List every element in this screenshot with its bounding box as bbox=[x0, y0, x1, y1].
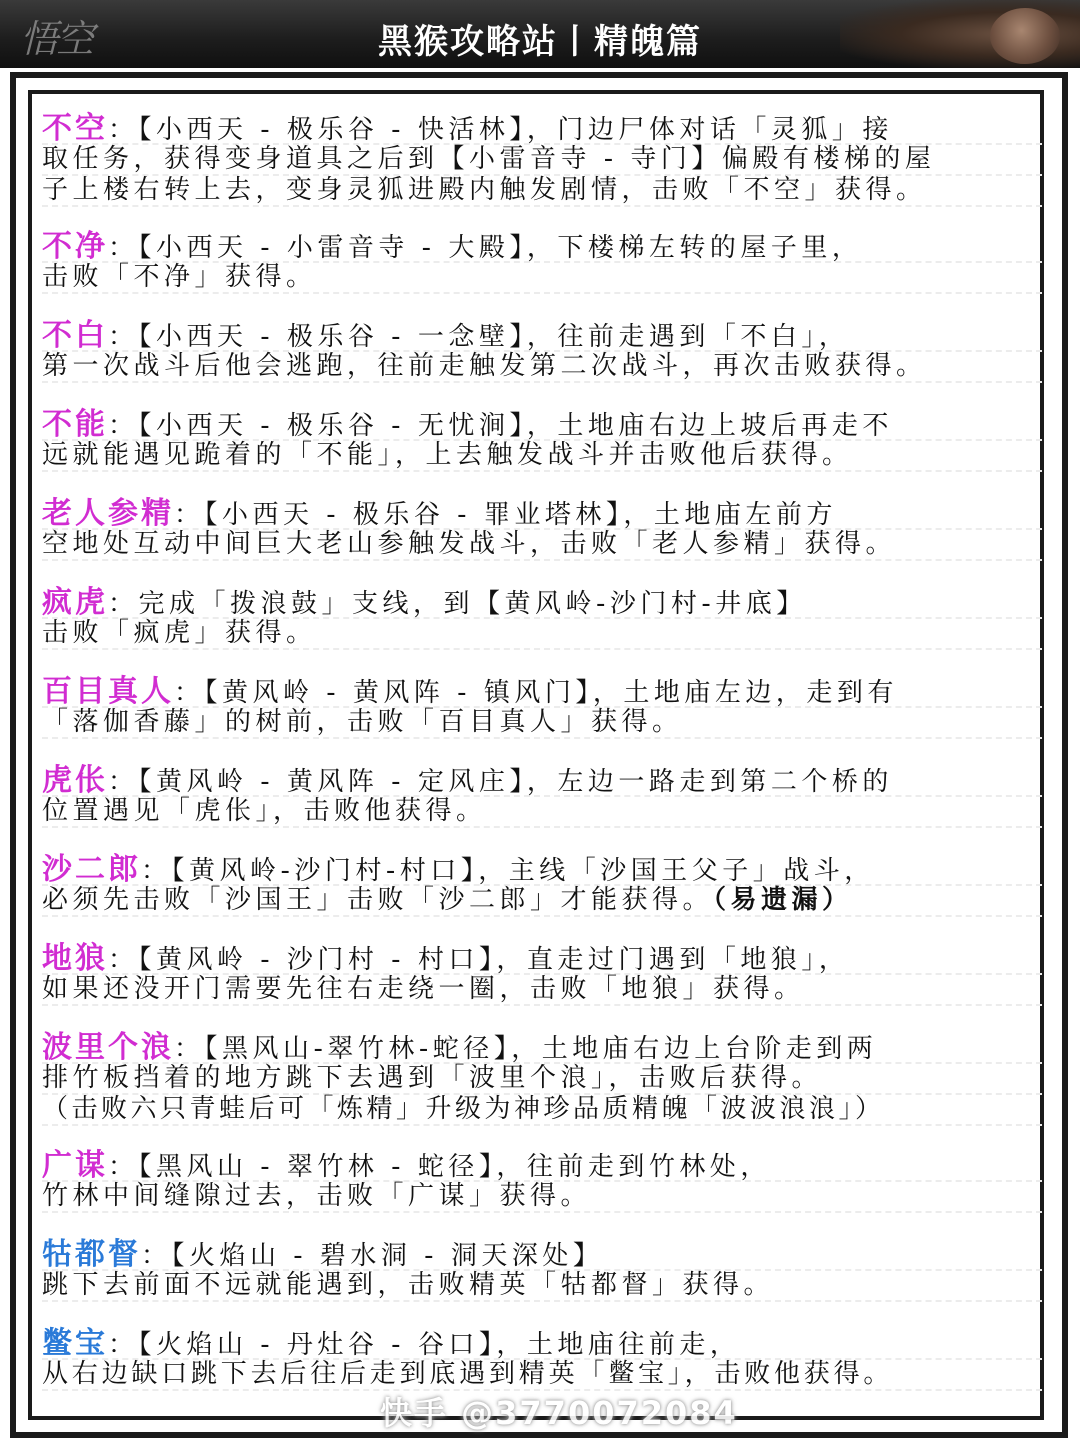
entry-line: 如果还没开门需要先往右走绕一圈，击败「地狼」获得。 bbox=[42, 975, 1042, 1006]
spirit-entry bbox=[42, 496, 1042, 561]
entry-line bbox=[42, 585, 1042, 620]
entry-line bbox=[42, 229, 1042, 264]
spirit-entry bbox=[42, 407, 1042, 472]
entry-text: ：【黑风山-翠竹林-蛇径】，土地庙右边上台阶走到两 bbox=[174, 1034, 878, 1064]
entry-text: ：【火焰山 - 碧水洞 - 洞天深处】 bbox=[141, 1241, 604, 1271]
entry-line bbox=[42, 941, 1042, 976]
spirit-name: 不空 bbox=[42, 111, 108, 146]
spirit-entry bbox=[42, 229, 1042, 294]
spirit-entry bbox=[42, 674, 1042, 739]
entry-text: ：【黄风岭 - 黄风阵 - 镇风门】，土地庙左边，走到有 bbox=[174, 678, 898, 708]
spirit-entry bbox=[42, 852, 1042, 917]
entry-text: ：【小西天 - 极乐谷 - 一念壁】，往前走遇到「不白」， bbox=[108, 322, 850, 352]
entry-text: ：【黑风山 - 翠竹林 - 蛇径】，往前走到竹林处， bbox=[108, 1152, 771, 1182]
spirit-entry bbox=[42, 1148, 1042, 1213]
spirit-name: 波里个浪 bbox=[42, 1030, 174, 1065]
game-logo: 悟空 bbox=[20, 17, 93, 61]
spirit-name: 不净 bbox=[42, 229, 108, 264]
spirit-name: 沙二郎 bbox=[42, 852, 141, 887]
entry-line bbox=[42, 318, 1042, 353]
entry-line: 子上楼右转上去，变身灵狐进殿内触发剧情，击败「不空」获得。 bbox=[42, 176, 1042, 207]
spirit-name: 虎伥 bbox=[42, 763, 108, 798]
entry-line bbox=[42, 674, 1042, 709]
entry-text: ：【火焰山 - 丹灶谷 - 谷口】，土地庙往前走， bbox=[108, 1330, 741, 1360]
entry-line bbox=[42, 1148, 1042, 1183]
entry-line bbox=[42, 852, 1042, 887]
entry-line: （击败六只青蛙后可「炼精」升级为神珍品质精魄「波波浪浪」） bbox=[42, 1095, 1042, 1126]
entry-line: 击败「疯虎」获得。 bbox=[42, 619, 1042, 650]
entry-text: ：【小西天 - 极乐谷 - 罪业塔林】，土地庙左前方 bbox=[174, 500, 837, 530]
entry-line: 排竹板挡着的地方跳下去遇到「波里个浪」，击败后获得。 bbox=[42, 1064, 1042, 1095]
spirit-entry bbox=[42, 1326, 1042, 1391]
spirit-entry bbox=[42, 585, 1042, 650]
entry-line: 空地处互动中间巨大老山参触发战斗，击败「老人参精」获得。 bbox=[42, 530, 1042, 561]
entry-line bbox=[42, 496, 1042, 531]
entry-text: ：【小西天 - 极乐谷 - 无忧涧】，土地庙右边上坡后再走不 bbox=[108, 411, 893, 441]
entry-line: 竹林中间缝隙过去，击败「广谋」获得。 bbox=[42, 1182, 1042, 1213]
missable-note: （易遗漏） bbox=[713, 885, 853, 915]
spirit-entry bbox=[42, 1030, 1042, 1126]
entry-text: ：【黄风岭-沙门村-村口】，主线「沙国王父子」战斗， bbox=[141, 856, 875, 886]
entry-line: 从右边缺口跳下去后往后走到底遇到精英「鳖宝」，击败他获得。 bbox=[42, 1360, 1042, 1391]
entry-text: ：【小西天 - 极乐谷 - 快活林】，门边尸体对话「灵狐」接 bbox=[108, 115, 893, 145]
entry-text: ：完成「拨浪鼓」支线，到【黄风岭-沙门村-井底】 bbox=[108, 589, 807, 619]
spirit-name: 疯虎 bbox=[42, 585, 108, 620]
entry-line bbox=[42, 1030, 1042, 1065]
monkey-portrait-image bbox=[840, 0, 1080, 68]
spirit-entry bbox=[42, 763, 1042, 828]
header-banner bbox=[0, 0, 1080, 68]
entry-line bbox=[42, 1237, 1042, 1272]
entry-line: 远就能遇见跪着的「不能」，上去触发战斗并击败他后获得。 bbox=[42, 441, 1042, 472]
entry-line bbox=[42, 763, 1042, 798]
spirit-name: 百目真人 bbox=[42, 674, 174, 709]
spirit-name: 地狼 bbox=[42, 941, 108, 976]
spirit-entry bbox=[42, 1237, 1042, 1302]
entry-line: 第一次战斗后他会逃跑，往前走触发第二次战斗，再次击败获得。 bbox=[42, 352, 1042, 383]
spirit-name: 不能 bbox=[42, 407, 108, 442]
entry-line bbox=[42, 111, 1042, 146]
platform-watermark: 快手 @3770072084 bbox=[380, 1394, 738, 1432]
entry-line: 「落伽香藤」的树前，击败「百目真人」获得。 bbox=[42, 708, 1042, 739]
spirit-name: 广谋 bbox=[42, 1148, 108, 1183]
entry-text: ：【黄风岭 - 沙门村 - 村口】，直走过门遇到「地狼」， bbox=[108, 945, 850, 975]
entry-line: 跳下去前面不远就能遇到，击败精英「牯都督」获得。 bbox=[42, 1271, 1042, 1302]
spirit-entry bbox=[42, 941, 1042, 1006]
entry-text: ：【小西天 - 小雷音寺 - 大殿】，下楼梯左转的屋子里， bbox=[108, 233, 863, 263]
spirit-name: 鳖宝 bbox=[42, 1326, 108, 1361]
entry-line bbox=[42, 407, 1042, 442]
entry-text: 必须先击败「沙国王」击败「沙二郎」才能获得。 bbox=[42, 885, 714, 915]
entry-line bbox=[42, 1326, 1042, 1361]
entry-text: ：【黄风岭 - 黄风阵 - 定风庄】，左边一路走到第二个桥的 bbox=[108, 767, 893, 797]
page-title: 黑猴攻略站丨精魄篇 bbox=[378, 22, 702, 62]
entry-line: 位置遇见「虎伥」，击败他获得。 bbox=[42, 797, 1042, 828]
spirit-name: 不白 bbox=[42, 318, 108, 353]
entry-line: 取任务，获得变身道具之后到【小雷音寺 - 寺门】偏殿有楼梯的屋 bbox=[42, 145, 1042, 176]
spirit-name: 牯都督 bbox=[42, 1237, 141, 1272]
entry-line: 击败「不净」获得。 bbox=[42, 263, 1042, 294]
spirit-name: 老人参精 bbox=[42, 496, 174, 531]
entry-line bbox=[42, 886, 1042, 917]
spirit-entry bbox=[42, 111, 1042, 207]
spirit-entry bbox=[42, 318, 1042, 383]
